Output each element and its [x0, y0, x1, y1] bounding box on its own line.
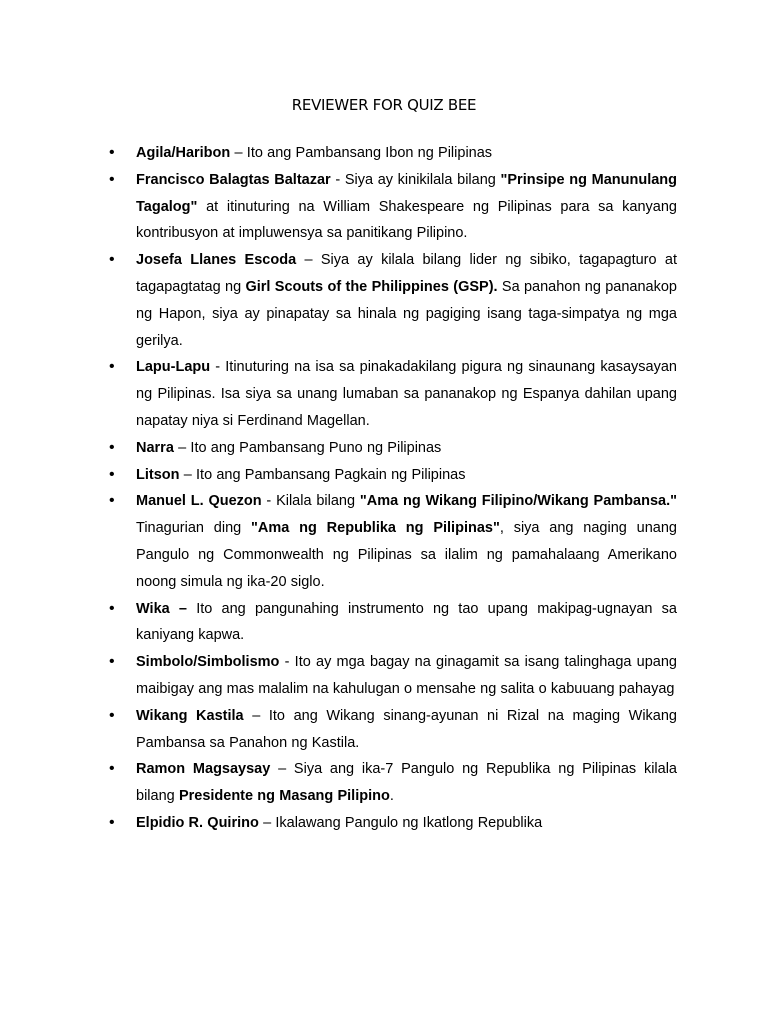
item-text: - Ito ay mga bagay na ginagamit sa isang talinghaga upang maibigay ang mas malalim na kahulugan o mensahe ng salita o kabuuang pahayag	[136, 654, 677, 697]
bullet-icon: •	[109, 170, 115, 188]
item-term: Ramon Magsaysay	[136, 761, 271, 778]
item-text: – Ito ang Pambansang Pagkain ng Pilipinas	[179, 466, 466, 483]
bullet-icon: •	[109, 144, 115, 161]
item-text: - Siya ay kinikilala bilang	[330, 171, 501, 188]
bullet-icon: •	[109, 599, 115, 617]
item-term: Wikang Kastila	[136, 707, 244, 724]
list-item	[0, 247, 677, 354]
item-text: , siya ang naging unang Pangulo ng Commonwealth ng Pilipinas sa ilalim ng pamahalaang Amerikano noong simula ng ika-20 siglo.	[136, 520, 677, 590]
item-emphasis: "Ama ng Republika ng Pilipinas"	[251, 520, 500, 537]
list-item	[0, 140, 677, 167]
item-text: Sa panahon ng pananakop ng Hapon, siya ay pinapatay sa hinala ng pagiging isang taga-simpatya ng mga gerilya.	[136, 278, 677, 349]
item-text: – Ito ang Pambansang Ibon ng Pilipinas	[230, 145, 493, 161]
item-term: Agila/Haribon	[136, 145, 231, 161]
bullet-icon: •	[109, 358, 115, 376]
item-text: Ito ang pangunahing instrumento ng tao upang makipag-ugnayan sa kaniyang kapwa.	[136, 600, 677, 644]
bullet-icon: •	[109, 813, 115, 831]
bullet-icon: •	[109, 706, 115, 724]
bullet-icon: •	[109, 251, 115, 269]
item-emphasis: Presidente ng Masang Pilipino	[178, 788, 390, 805]
page-title: REVIEWER FOR QUIZ BEE	[291, 96, 477, 114]
item-term: Wika –	[136, 600, 187, 617]
item-text: - Kilala bilang	[261, 493, 360, 510]
bullet-icon: •	[109, 465, 115, 483]
item-text: Tinagurian ding	[136, 520, 252, 537]
item-text: – Siya ay kilala bilang lider ng sibiko, tagapagturo at tagapagtatag ng	[136, 252, 677, 295]
item-emphasis: "Prinsipe ng Manunulang Tagalog"	[136, 171, 677, 215]
item-term: Lapu-Lapu	[136, 359, 211, 376]
list-item	[0, 167, 677, 247]
item-text: - Itinuturing na isa sa pinakadakilang pigura ng sinaunang kasaysayan ng Pilipinas. Isa siya sa unang lumaban sa pananakop ng Espanya dahilan upang napatay niya si Ferdinand Magellan.	[136, 359, 677, 429]
item-text: – Ikalawang Pangulo ng Ikatlong Republika	[258, 814, 543, 831]
bullet-icon: •	[109, 492, 115, 510]
item-term: Josefa Llanes Escoda	[136, 252, 297, 269]
item-term: Narra	[136, 439, 174, 456]
item-term: Francisco Balagtas Baltazar	[136, 171, 331, 188]
list-item	[0, 488, 677, 595]
bullet-icon: •	[109, 653, 115, 671]
list-item	[0, 354, 677, 434]
list-item	[0, 703, 677, 757]
item-text: – Siya ang ika-7 Pangulo ng Republika ng Pilipinas kilala bilang	[136, 761, 677, 805]
list-item	[0, 756, 677, 810]
item-text: at itinuturing na William Shakespeare ng Pilipinas para sa kanyang kontribusyon at impluwensya sa panitikang Pilipino.	[136, 198, 677, 242]
item-emphasis: Girl Scouts of the Philippines (GSP).	[245, 278, 498, 295]
item-term: Litson	[136, 466, 180, 483]
item-term: Simbolo/Simbolismo	[136, 654, 280, 671]
item-emphasis: "Ama ng Wikang Filipino/Wikang Pambansa."	[359, 493, 677, 510]
item-text: – Ito ang Wikang sinang-ayunan ni Rizal na maging Wikang Pambansa sa Panahon ng Kastila.	[136, 707, 677, 751]
item-term: Manuel L. Quezon	[136, 493, 262, 510]
list-item	[0, 435, 677, 462]
item-term: Elpidio R. Quirino	[136, 814, 259, 831]
bullet-icon: •	[109, 760, 115, 778]
reviewer-list	[0, 140, 768, 837]
list-item	[0, 596, 677, 650]
list-item	[0, 462, 677, 489]
list-item	[0, 810, 677, 837]
item-text: .	[389, 788, 394, 805]
list-item	[0, 649, 677, 703]
item-text: – Ito ang Pambansang Puno ng Pilipinas	[173, 439, 442, 456]
bullet-icon: •	[109, 438, 115, 456]
